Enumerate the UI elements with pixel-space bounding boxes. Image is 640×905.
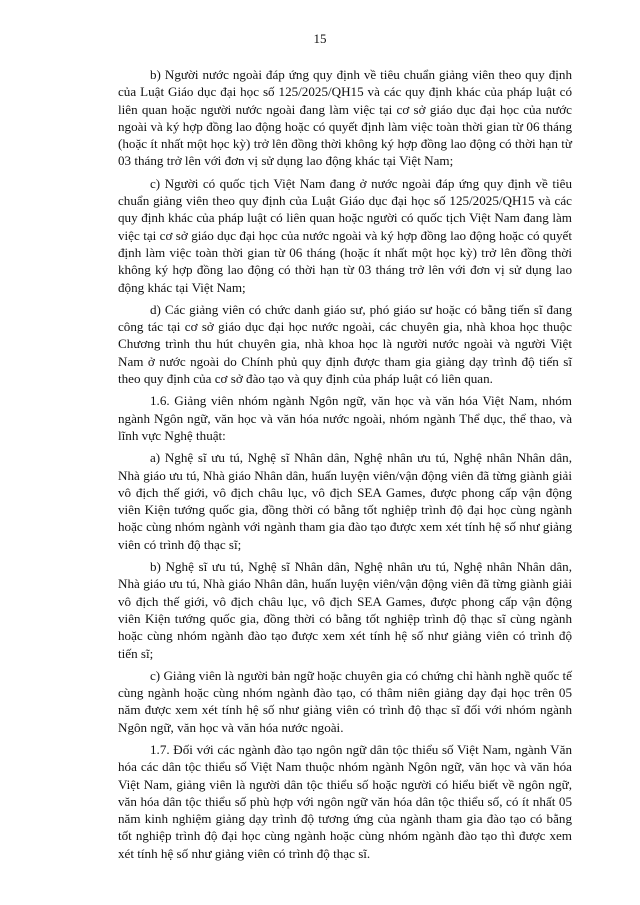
paragraph-b-foreign-lecturer: b) Người nước ngoài đáp ứng quy định về tiêu chuẩn giảng viên theo quy định của Luật Giáo dục đại học số 125/2025/QH15 và các quy định khác của pháp luật có liên quan hoặc người nước ngoài đang làm việc tại cơ sở giáo dục đại học của nước ngoài và ký hợp đồng lao động hoặc có quyết định làm việc toàn thời gian từ 06 tháng (hoặc ít nhất một học kỳ) trở lên đồng thời không ký hợp đồng lao động có thời hạn từ 03 tháng trở lên với đơn vị sử dụng lao động khác tại Việt Nam; (118, 67, 572, 169)
paragraph-1-6-c: c) Giảng viên là người bản ngữ hoặc chuyên gia có chứng chỉ hành nghề quốc tế cùng ngành hoặc cùng nhóm ngành đào tạo, có thâm niên giảng dạy đại học trên 05 năm được xem xét tính hệ số như giảng viên có trình độ thạc sĩ đối với nhóm ngành Ngôn ngữ, văn học và văn hóa nước ngoài. (118, 667, 572, 735)
page-number: 15 (313, 31, 327, 46)
paragraph-1-6-a: a) Nghệ sĩ ưu tú, Nghệ sĩ Nhân dân, Nghệ nhân ưu tú, Nghệ nhân Nhân dân, Nhà giáo ưu tú, Nhà giáo Nhân dân, huấn luyện viên/vận động viên đã từng giành giải vô địch thế giới, vô địch châu lục, vô địch SEA Games, được phong cấp vận động viên Kiện tướng quốc gia, đồng thời có bằng tốt nghiệp trình độ đại học cùng ngành hoặc cùng nhóm ngành với ngành tham gia đào tạo được xem xét tính hệ số như giảng viên có trình độ thạc sĩ; (118, 450, 572, 552)
paragraph-c-vietnamese-abroad: c) Người có quốc tịch Việt Nam đang ở nước ngoài đáp ứng quy định về tiêu chuẩn giảng viên theo quy định của Luật Giáo dục đại học số 125/2025/QH15 và các quy định khác của pháp luật có liên quan hoặc người có quốc tịch Việt Nam đang làm việc tại cơ sở giáo dục đại học của nước ngoài và ký hợp đồng lao động hoặc có quyết định làm việc toàn thời gian từ 06 tháng (hoặc ít nhất một học kỳ) trở lên đồng thời không ký hợp đồng lao động có thời hạn từ 03 tháng trở lên với đơn vị sử dụng lao động khác tại Việt Nam; (118, 175, 572, 295)
paragraph-1-6-b: b) Nghệ sĩ ưu tú, Nghệ sĩ Nhân dân, Nghệ nhân ưu tú, Nghệ nhân Nhân dân, Nhà giáo ưu tú, Nhà giáo Nhân dân, huấn luyện viên/vận động viên đã từng giành giải vô địch thế giới, vô địch châu lục, vô địch SEA Games, được phong cấp vận động viên Kiện tướng quốc gia, đồng thời có bằng tốt nghiệp trình độ thạc sĩ cùng ngành hoặc cùng nhóm ngành đào tạo được xem xét tính hệ số như giảng viên có trình độ tiến sĩ; (118, 559, 572, 661)
paragraph-1-7: 1.7. Đối với các ngành đào tạo ngôn ngữ dân tộc thiểu số Việt Nam, ngành Văn hóa các dân tộc thiểu số Việt Nam thuộc nhóm ngành Ngôn ngữ, văn học và văn hóa Việt Nam, giảng viên là người dân tộc thiểu số hoặc người có hiểu biết về ngôn ngữ, văn hóa dân tộc thiểu số phù hợp với ngôn ngữ văn hóa dân tộc thiểu số, có ít nhất 05 năm kinh nghiệm giảng dạy trình độ tương ứng của ngành tham gia đào tạo có bằng tốt nghiệp trình độ đại học cùng ngành hoặc cùng nhóm ngành đào tạo thì được xem xét tính hệ số như giảng viên có trình độ thạc sĩ. (118, 741, 572, 861)
paragraph-1-6-heading: 1.6. Giảng viên nhóm ngành Ngôn ngữ, văn học và văn hóa Việt Nam, nhóm ngành Ngôn ngữ, văn học và văn hóa nước ngoài, nhóm ngành Thể dục, thể thao, và lĩnh vực Nghệ thuật: (118, 393, 572, 443)
paragraph-d-professors: d) Các giảng viên có chức danh giáo sư, phó giáo sư hoặc có bằng tiến sĩ đang công tác tại cơ sở giáo dục đại học nước ngoài, các chuyên gia, nhà khoa học thuộc Chương trình thu hút chuyên gia, nhà khoa học là người nước ngoài và người Việt Nam ở nước ngoài do Chính phủ quy định được tham gia giảng dạy trình độ tiến sĩ theo quy định của cơ sở đào tạo và quy định của pháp luật có liên quan. (118, 301, 572, 387)
